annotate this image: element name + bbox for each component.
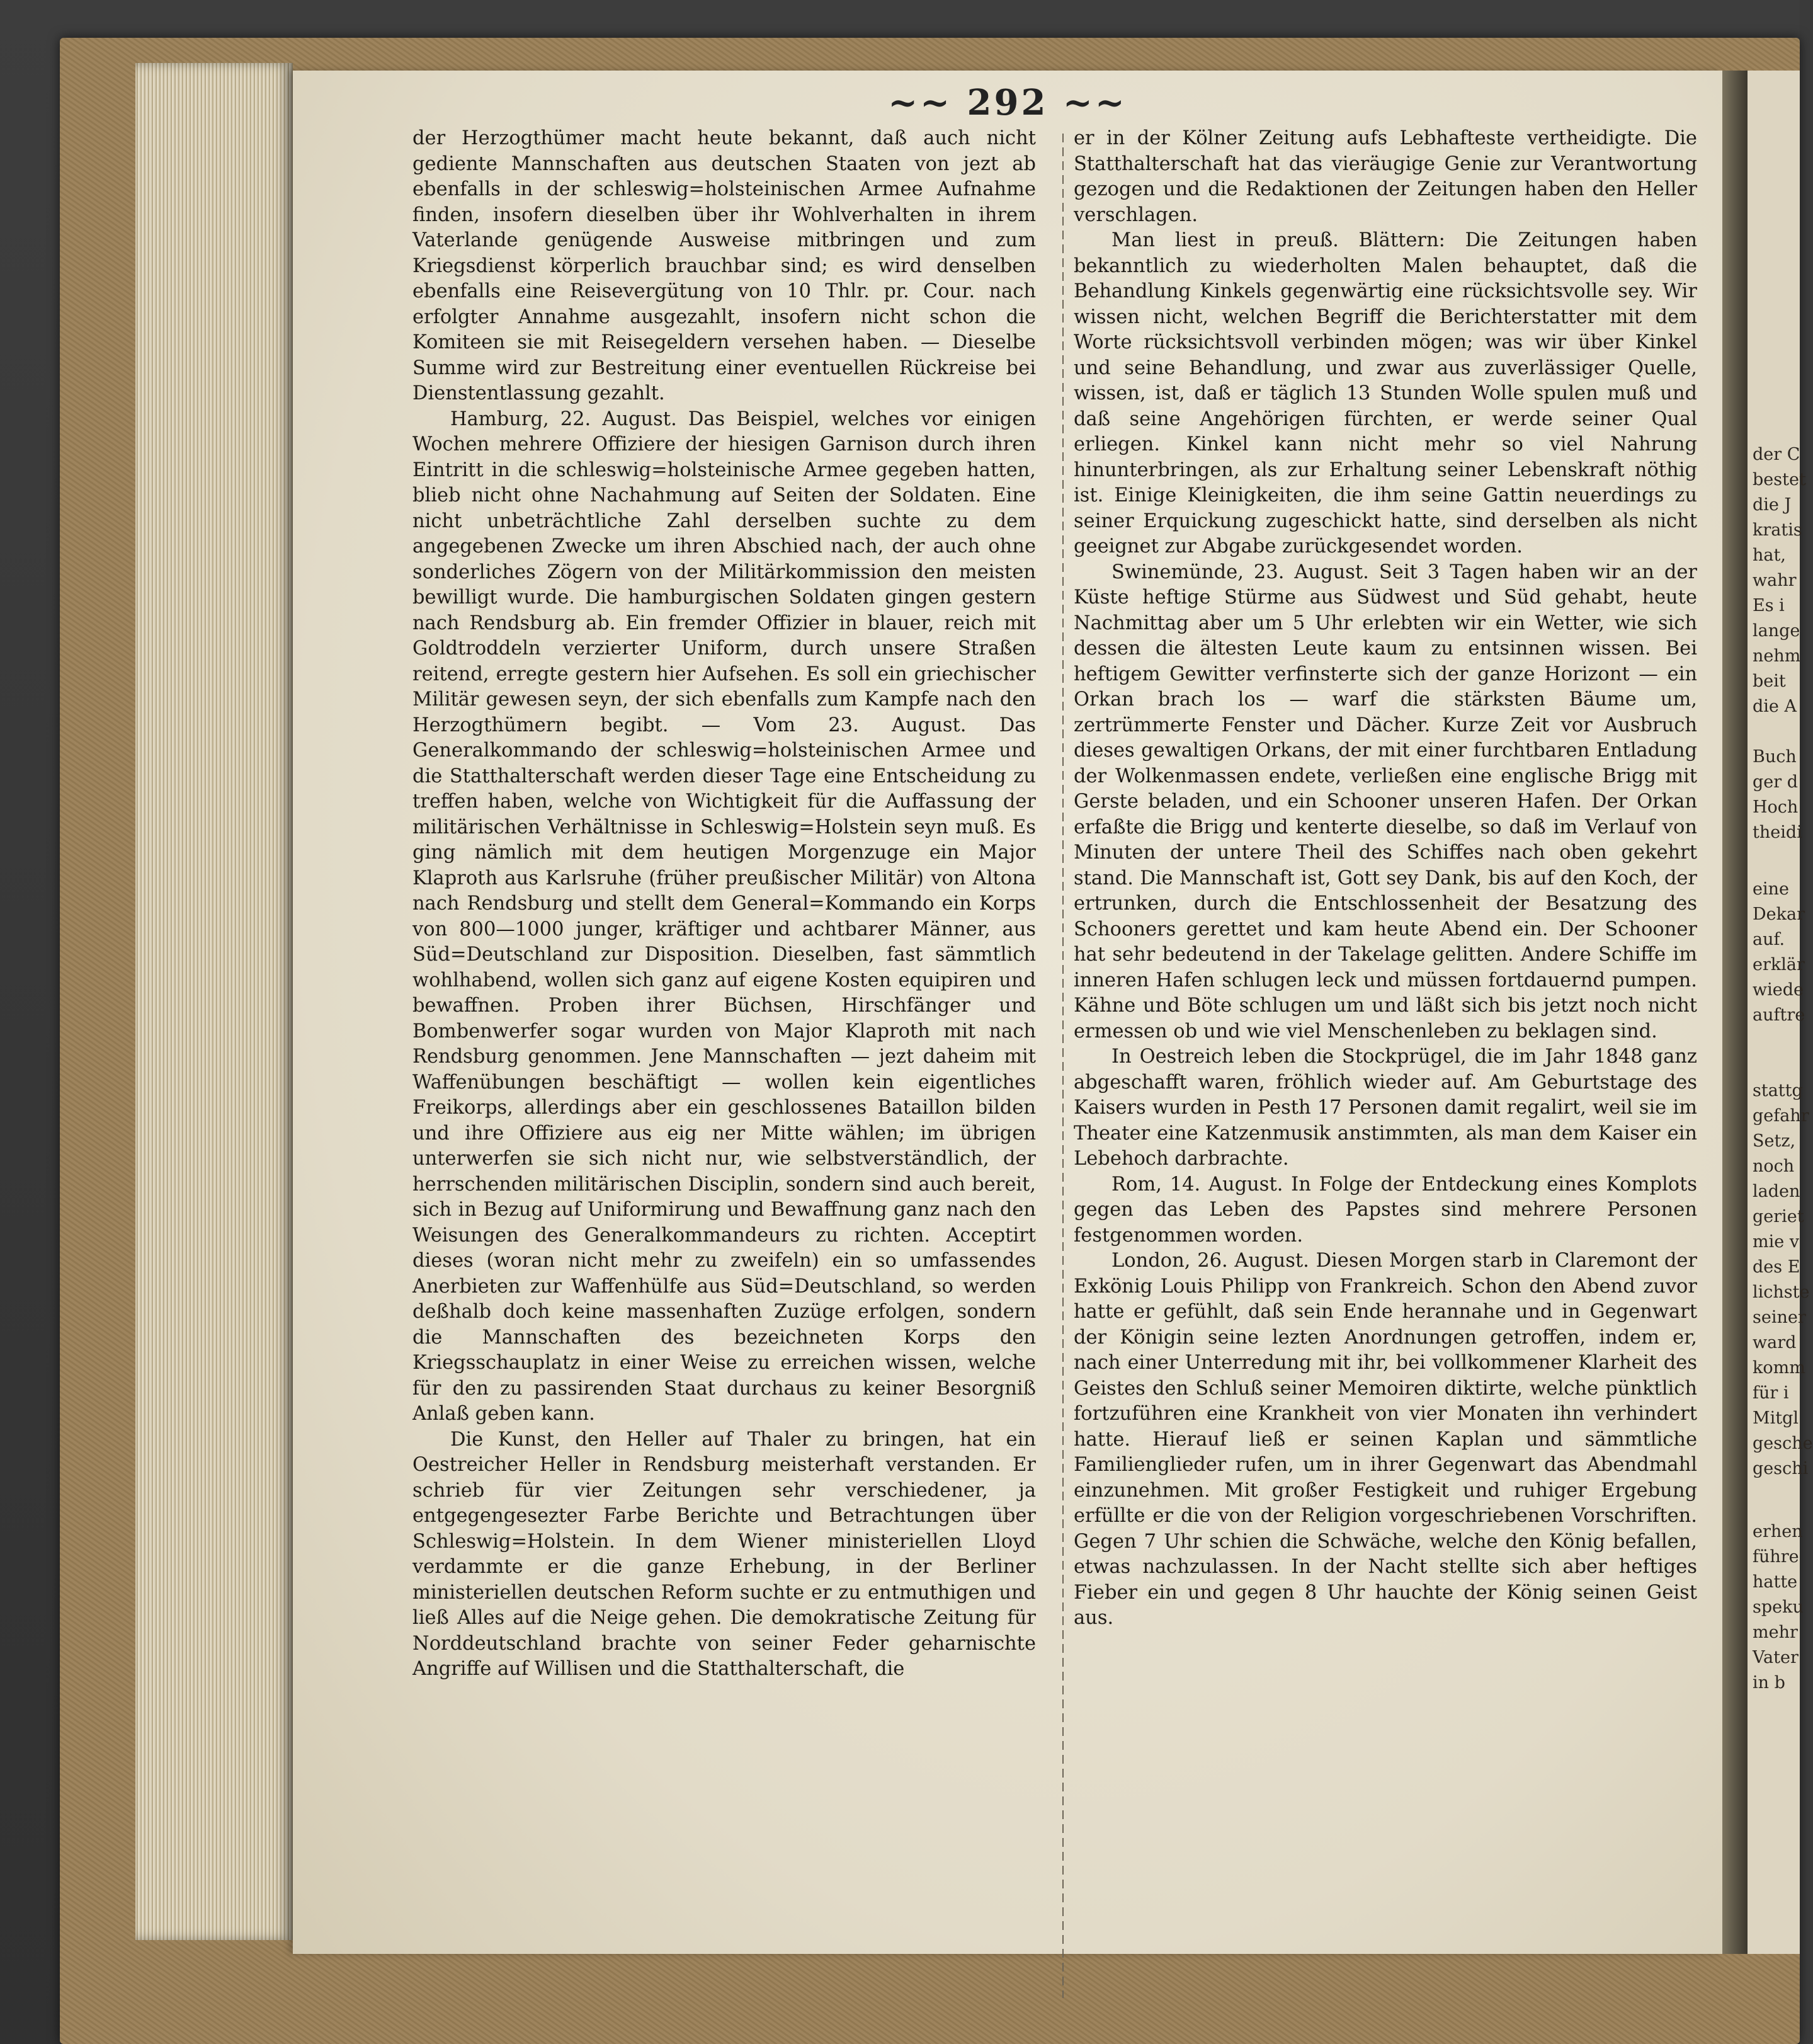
next-page-fragment: noch (1753, 1156, 1795, 1176)
next-page-fragment: seiner (1753, 1308, 1806, 1327)
next-page-edge (1748, 71, 1813, 1954)
next-page-fragment: der C (1753, 445, 1800, 464)
article-london: London, 26. August. Diesen Morgen starb in Claremont der Exkönig Louis Philipp von Frankreich. Schon den Abend zuvor hatte er gefühlt, daß sein Ende herannahe und in Gegenwart der Königin seine lezten Anordnungen getroffen, indem er, nach einer Unterredung mit ihr, bei vollkommener Klarheit des Geistes den Schluß seiner Memoiren diktirte, welche pünktlich fortzuführen eine Krankheit von vier Monaten ihn verhindert hatte. Hierauf ließ er seinen Kaplan und sämmtliche Familienglieder rufen, um in ihrer Gegenwart das Abendmahl einzunehmen. Mit großer Festigkeit und ruhiger Ergebung erfüllte er die von der Religion vorgeschriebenen Vorschriften. Gegen 7 Uhr schien die Schwäche, welche den König befallen, etwas nachzulassen. In der Nacht stellte sich aber heftiges Fieber ein und gegen 8 Uhr hauchte der König seinen Geist aus. (1074, 1250, 1697, 1629)
article-oestreich: In Oestreich leben die Stockprügel, die im Jahr 1848 ganz abgeschafft waren, fröhlich wieder auf. Am Geburtstage des Kaisers wurden in Pesth 17 Personen damit regalirt, weil sie im Theater eine Katzenmusik anstimmten, als man dem Kaiser ein Lebehoch darbrachte. (1074, 1046, 1697, 1170)
next-page-fragment: gefahr (1753, 1106, 1809, 1126)
next-page-fragment: laden (1753, 1182, 1800, 1201)
next-page-fragment: hatte (1753, 1572, 1798, 1592)
next-page-fragment: führe (1753, 1547, 1799, 1567)
next-page-fragment: Vater (1753, 1648, 1799, 1667)
next-page-fragment: die J (1753, 495, 1792, 515)
next-page-fragment: beit (1753, 671, 1786, 691)
article-continuation: er in der Kölner Zeitung aufs Lebhafteste vertheidigte. Die Statthalterschaft hat das vieräugige Genie zur Verantwortung gezogen und die Redaktionen der Zeitungen haben den Heller verschlagen. (1074, 127, 1697, 226)
next-page-fragment: Setz, (1753, 1131, 1796, 1151)
next-page-fragment: erklär (1753, 955, 1805, 974)
next-page-fragment: kratis (1753, 520, 1802, 540)
column-divider (1062, 134, 1064, 1998)
next-page-fragment: Mitgl (1753, 1408, 1799, 1428)
next-page-fragment: Hoch (1753, 797, 1799, 817)
next-page-fragment: bestet (1753, 470, 1806, 489)
next-page-fragment: Es i (1753, 596, 1785, 615)
next-page-fragment: auf. (1753, 930, 1785, 949)
next-page-fragment: für i (1753, 1383, 1789, 1403)
next-page-fragment: Buch (1753, 747, 1797, 767)
next-page-fragment: hat, (1753, 545, 1786, 565)
right-column (1074, 126, 1697, 1631)
next-page-fragment: ward (1753, 1333, 1797, 1352)
next-page-fragment: gesche (1753, 1434, 1813, 1453)
next-page-fragment: theidi (1753, 823, 1802, 842)
next-page-fragment: speku (1753, 1597, 1804, 1617)
article-kinkel: Man liest in preuß. Blättern: Die Zeitungen haben bekanntlich zu wiederholten Malen behauptet, daß die Behandlung Kinkels gegenwärtig eine rücksichtsvolle sey. Wir wissen nicht, welchen Begriff die Berichterstatter mit dem Worte rücksichtsvoll verbinden mögen; was wir über Kinkel und seine Behandlung, und zwar aus zuverlässiger Quelle, wissen, ist, daß er täglich 13 Stunden Wolle spulen muß und daß seine Angehörigen fürchten, er werde seiner Qual erliegen. Kinkel kann nicht mehr so viel Nahrung hinunterbringen, als zur Erhaltung seiner Lebenskraft nöthig ist. Einige Kleinigkeiten, die ihm seine Gattin neuerdings zu seiner Erquickung zugeschickt hatte, sind derselben als nicht geeignet zur Abgabe zurückgesendet worden. (1074, 229, 1697, 557)
next-page-fragment: ger d (1753, 772, 1799, 792)
next-page-fragment: auftre (1753, 1005, 1805, 1025)
next-page-fragment: mie v (1753, 1232, 1800, 1252)
next-page-fragment: eine (1753, 879, 1789, 899)
next-page-fragment: geriet (1753, 1207, 1804, 1226)
article-swinemuende: Swinemünde, 23. August. Seit 3 Tagen haben wir an der Küste heftige Stürme aus Südwest und Süd gehabt, heute Nachmittag aber um 5 Uhr erlebten wir ein Wetter, wie sich dessen die ältesten Leute kaum zu entsinnen wissen. Bei heftigem Gewitter verfinsterte sich der ganze Horizont — ein Orkan brach los — warf die stärksten Bäume um, zertrümmerte Fenster und Dächer. Kurze Zeit vor Ausbruch dieses gewaltigen Orkans, der mit einer furchtbaren Entladung der Wolkenmassen endete, verließen eine englische Brigg mit Gerste beladen, und ein Schooner unseren Hafen. Der Orkan erfaßte die Brigg und kenterte dieselbe, so daß im Verlauf von Minuten der untere Theil des Schiffes nach oben gekehrt stand. Die Mannschaft ist, Gott sey Dank, bis auf den Koch, der ertrunken, durch die Entschlossenheit der Besatzung des Schooners gerettet und kam heute Abend ein. Der Schooner hat sehr bedeutend in der Takelage gelitten. Andere Schiffe im inneren Hafen schlugen leck und müssen fortdauernd pumpen. Kähne und Böte schlugen um und läßt sich bis jetzt noch nicht ermessen ob und wie viel Menschenleben zu beklagen sind. (1074, 561, 1697, 1042)
article-hamburg: Hamburg, 22. August. Das Beispiel, welches vor einigen Wochen mehrere Offiziere der hiesigen Garnison durch ihren Eintritt in die schleswig=holsteinische Armee gegeben hatten, blieb nicht ohne Nachahmung auf Seiten der Soldaten. Eine nicht unbeträchtliche Zahl derselben suchte zu dem angegebenen Zwecke um ihren Abschied nach, der auch ohne sonderliches Zögern von der Militärkommission den meisten bewilligt wurde. Die hamburgischen Soldaten gingen gestern nach Rendsburg ab. Ein fremder Offizier in blauer, reich mit Goldtroddeln verzierter Uniform, durch unsere Straßen reitend, erregte gestern hier Aufsehen. Es soll ein griechischer Militär gewesen seyn, der sich ebenfalls zum Kampfe nach den Herzogthümern begibt. — Vom 23. August. Das Generalkommando der schleswig=holsteinischen Armee und die Statthalterschaft werden dieser Tage eine Entscheidung zu treffen haben, welche von Wichtigkeit für die Auffassung der militärischen Verhältnisse in Schleswig=Holstein seyn muß. Es ging nämlich mit dem heutigen Morgenzuge ein Major Klaproth aus Karlsruhe (früher preußischer Militär) von Altona nach Rendsburg und stellt dem General=Kommando ein Korps von 800—1000 junger, kräftiger und achtbarer Männer, aus Süd=Deutschland zur Disposition. Dieselben, fast sämmtlich wohlhabend, wollen sich ganz auf eigene Kosten equipiren und bewaffnen. Proben ihrer Büchsen, Hirschfänger und Bombenwerfer sogar wurden von Major Klaproth mit nach Rendsburg genommen. Jene Mannschaften — jezt daheim mit Waffenübungen beschäftigt — wollen kein eigentliches Freikorps, allerdings aber ein geschlossenes Bataillon bilden und ihre Offiziere aus eig ner Mitte wählen; im übrigen unterwerfen sie sich nicht nur, wie selbstverständlich, der herrschenden militärischen Disciplin, sondern sind auch bereit, sich in Bezug auf Uniformirung und Bewaffnung ganz nach den Weisungen des Generalkommandeurs zu richten. Acceptirt dieses (woran nicht mehr zu zweifeln) ein so umfassendes Anerbieten zur Waffenhülfe aus Süd=Deutschland, so werden deßhalb doch keine massenhaften Zuzüge erfolgen, sondern die Mannschaften des bezeichneten Korps den Kriegsschauplatz in einer Weise zu erreichen wissen, welche für den zu passirenden Staat durchaus zu keiner Besorgniß Anlaß geben kann. (412, 408, 1036, 1425)
article-heller: Die Kunst, den Heller auf Thaler zu bringen, hat ein Oestreicher Heller in Rendsburg meisterhaft verstanden. Er schrieb für vier Zeitungen sehr verschiedener, ja entgegengesezter Farbe Berichte und Betrachtungen über Schleswig=Holstein. In dem Wiener ministeriellen Lloyd verdammte er die ganze Erhebung, in der Berliner ministeriellen deutschen Reform suchte er zu entmuthigen und ließ Alles auf die Neige gehen. Die demokratische Zeitung für Norddeutschland brachte von seiner Feder geharnischte Angriffe auf Willisen und die Statthalterschaft, die (412, 1428, 1036, 1680)
page-number: ~~ 292 ~~ (888, 82, 1127, 123)
next-page-fragment: geschi (1753, 1459, 1809, 1478)
next-page-fragment: mehr (1753, 1623, 1798, 1642)
next-page-fragment: komm (1753, 1358, 1805, 1378)
next-page-fragment: wahr (1753, 571, 1797, 590)
next-page-fragment: Dekar (1753, 905, 1805, 924)
book-page (293, 71, 1722, 1954)
next-page-fragment: lichste (1753, 1282, 1810, 1302)
next-page-fragment: nehm (1753, 646, 1801, 666)
next-page-fragment: stattg (1753, 1081, 1803, 1100)
next-page-fragment: in b (1753, 1673, 1785, 1693)
next-page-fragment: erhen (1753, 1522, 1803, 1541)
next-page-fragment: die A (1753, 697, 1797, 716)
article-paragraph: der Herzogthümer macht heute bekannt, daß auch nicht gediente Mannschaften aus deutschen Staaten von jezt ab ebenfalls in der schleswig=holsteinischen Armee Aufnahme finden, insofern dieselben über ihr Wohlverhalten in ihrem Vaterlande genügende Ausweise mitbringen und zum Kriegsdienst körperlich brauchbar sind; es wird denselben ebenfalls eine Reisevergütung von 10 Thlr. pr. Cour. nach erfolgter Annahme ausgezahlt, insofern nicht schon die Komiteen sie mit Reisegeldern versehen haben. — Dieselbe Summe wird zur Bestreitung einer eventuellen Rückreise bei Dienstentlassung gezahlt. (412, 127, 1036, 404)
article-rom: Rom, 14. August. In Folge der Entdeckung eines Komplots gegen das Leben des Papstes sind mehrere Personen festgenommen worden. (1074, 1173, 1697, 1247)
next-page-fragment: des E (1753, 1257, 1800, 1277)
page-edges (135, 63, 293, 1940)
next-page-fragment: wiede (1753, 980, 1804, 1000)
book-gutter (1722, 71, 1748, 1954)
left-column (412, 126, 1036, 1682)
next-page-fragment: lange (1753, 621, 1800, 641)
